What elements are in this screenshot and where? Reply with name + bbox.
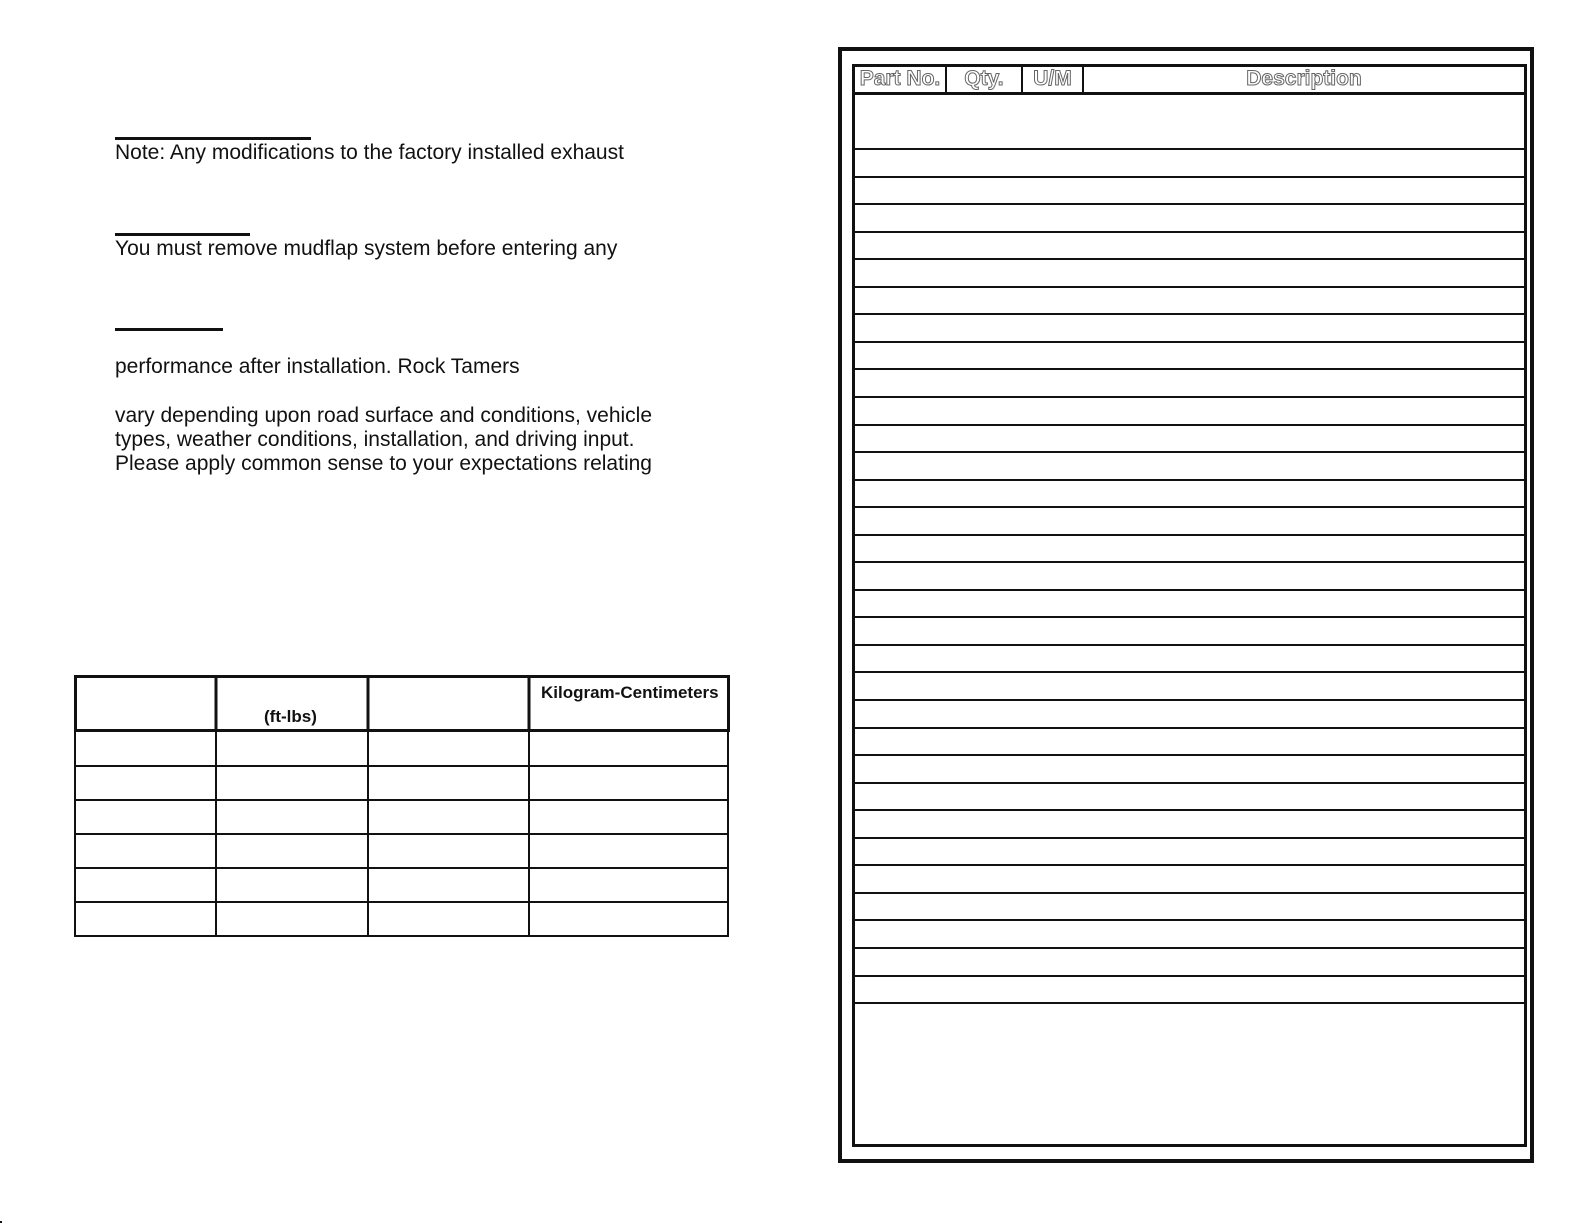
torque-table-grid <box>74 675 730 937</box>
parts-row-rule <box>852 699 1527 701</box>
parts-row-rule <box>852 837 1527 839</box>
mudflap-text: You must remove mudflap system before entering any <box>115 237 618 260</box>
parts-header-part-no: Part No. <box>859 67 941 90</box>
parts-row-rule <box>852 561 1527 563</box>
parts-row-rule <box>852 424 1527 426</box>
parts-header-qty: Qty. <box>964 67 1004 90</box>
note-text: Note: Any modifications to the factory installed exhaust <box>115 141 624 164</box>
parts-row-rule <box>852 975 1527 977</box>
parts-row-rule <box>852 148 1527 150</box>
parts-row-rule <box>852 892 1527 894</box>
parts-row-rule <box>852 534 1527 536</box>
parts-row-rule <box>852 782 1527 784</box>
parts-row-rule <box>852 864 1527 866</box>
vary-line-1: vary depending upon road surface and conditions, vehicle <box>115 404 653 427</box>
vary-line-3: Please apply common sense to your expectations relating <box>115 452 652 475</box>
heading-rule-caution <box>115 233 250 236</box>
parts-row-rule <box>852 176 1527 178</box>
parts-row-rule <box>852 341 1527 343</box>
parts-row-rule <box>852 451 1527 453</box>
heading-rule-note <box>115 137 311 140</box>
parts-header-um: U/M <box>1033 67 1072 90</box>
parts-row-rule <box>852 919 1527 921</box>
torque-table <box>74 675 730 937</box>
parts-header-rule <box>852 92 1527 95</box>
parts-row-rule <box>852 809 1527 811</box>
parts-row-rule <box>852 203 1527 205</box>
parts-row-rule <box>852 727 1527 729</box>
parts-row-rule <box>852 368 1527 370</box>
parts-row-rule <box>852 754 1527 756</box>
parts-row-rule <box>852 671 1527 673</box>
parts-row-rule <box>852 644 1527 646</box>
torque-header-ftlbs: (ft-lbs) <box>264 707 317 726</box>
parts-row-rule <box>852 589 1527 591</box>
torque-header-kgcm: Kilogram-Centimeters <box>541 683 719 702</box>
parts-header-description: Description <box>1246 67 1362 90</box>
parts-row-rule <box>852 396 1527 398</box>
parts-row-rule <box>852 616 1527 618</box>
parts-row-rule <box>852 479 1527 481</box>
page-mark <box>0 1221 2 1223</box>
parts-row-rule <box>852 286 1527 288</box>
parts-row-rule <box>852 1002 1527 1004</box>
parts-row-rule <box>852 258 1527 260</box>
parts-row-rule <box>852 506 1527 508</box>
parts-row-rule <box>852 231 1527 233</box>
parts-row-rule <box>852 947 1527 949</box>
parts-list-inner-border <box>852 64 1527 1147</box>
performance-text: performance after installation. Rock Tamers <box>115 355 520 378</box>
parts-row-rule <box>852 313 1527 315</box>
heading-rule-disclaimer <box>115 328 223 331</box>
vary-line-2: types, weather conditions, installation, and driving input. <box>115 428 635 451</box>
